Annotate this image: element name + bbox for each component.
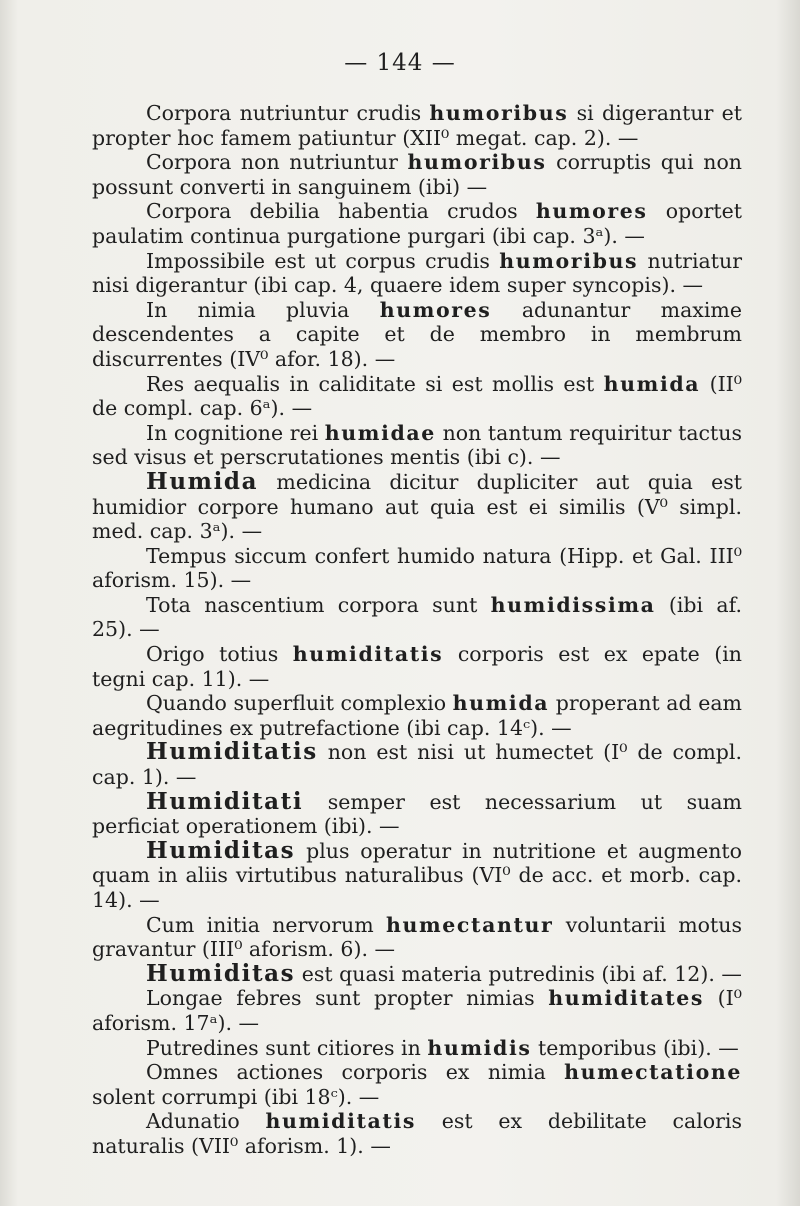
entry-text-after: (ibi af. 25). — [92, 592, 742, 642]
text-body [92, 101, 742, 1159]
entry-keyword: humoribus [407, 150, 547, 175]
entry-keyword: humores [379, 297, 492, 322]
entry-keyword: humidissima [490, 592, 656, 617]
text-entry [92, 593, 742, 642]
entry-keyword: Humiditati [146, 787, 304, 815]
entry-text-before: Cum initia nervorum [146, 912, 386, 937]
entry-text-after: nutriatur nisi digerantur (ibi cap. 4, quaere idem super syncopis). — [92, 248, 743, 298]
text-entry [92, 1036, 742, 1061]
entry-text-before: Origo totius [146, 642, 293, 667]
entry-keyword: humiditatis [265, 1109, 417, 1134]
text-entry [92, 740, 742, 789]
text-entry [92, 913, 742, 962]
entry-text-after: adunantur maxime descendentes a capite et de membro in membrum discurrentes (IV⁰ afor. 18). — [92, 297, 742, 371]
text-entry [92, 421, 742, 470]
entry-text-after: non tantum requiritur tactus sed visus et perscrutationes mentis (ibi c). — [92, 420, 742, 470]
entry-text-before: Corpora non nutriuntur [146, 150, 408, 175]
page-number: — 144 — [344, 50, 456, 76]
text-entry [92, 787, 742, 839]
entry-text-after: oportet paulatim continua purgatione purgari (ibi cap. 3ᵃ). — [92, 199, 743, 248]
entry-text-before: Tempus siccum confert humido natura (Hipp. et Gal. III⁰ aforism. 15). — [92, 543, 742, 593]
entry-text-after: corporis est ex epate (in tegni cap. 11). — [92, 642, 743, 691]
entry-keyword: humectatione [564, 1060, 742, 1085]
entry-text-after: non est nisi ut humectet (I⁰ de compl. cap. 1). — [92, 740, 742, 790]
entry-keyword: humoribus [499, 248, 639, 273]
entry-keyword: Humida [146, 467, 259, 495]
entry-text-before: Longae febres sunt propter nimias [146, 986, 549, 1011]
entry-text-after: plus operatur in nutritione et augmento quam in aliis virtutibus naturalibus (VI⁰ de acc. et morb. cap. 14). — [92, 838, 742, 912]
entry-keyword: humida [603, 371, 701, 396]
entry-text-after: si digerantur et propter hoc famem patiuntur (XII⁰ megat. cap. 2). — [92, 101, 742, 150]
entry-text-before: In nimia pluvia [146, 297, 380, 322]
text-entry [92, 1060, 742, 1109]
entry-keyword: Humiditas [146, 836, 296, 864]
text-entry [92, 986, 742, 1035]
text-entry [92, 101, 742, 150]
entry-text-after: corruptis qui non possunt converti in sanguinem (ibi) — [92, 150, 742, 199]
text-entry [92, 959, 742, 987]
entry-keyword: humores [535, 199, 648, 224]
entry-keyword: humoribus [429, 101, 569, 125]
entry-keyword: Humiditas [146, 959, 296, 987]
entry-text-before: Omnes actiones corporis ex nimia [146, 1060, 565, 1085]
text-entry [92, 544, 742, 593]
entry-text-before: Corpora nutriuntur crudis [146, 101, 430, 125]
text-entry [92, 691, 742, 740]
entry-text-after: est ex debilitate caloris naturalis (VII⁰ aforism. 1). — [92, 1109, 742, 1158]
entry-text-after: voluntarii motus gravantur (III⁰ aforism. 6). — [92, 912, 742, 962]
entry-text-before: Quando superfluit complexio [146, 691, 453, 716]
entry-keyword: humida [452, 691, 550, 716]
entry-text-before: Adunatio [146, 1109, 266, 1134]
text-entry [92, 150, 742, 199]
entry-text-after: est quasi materia putredinis (ibi af. 12). — [295, 961, 742, 986]
entry-keyword: humiditates [548, 986, 705, 1011]
entry-text-before: Impossibile est ut corpus crudis [146, 248, 500, 273]
entry-text-before: Corpora debilia habentia crudos [146, 199, 536, 224]
entry-keyword: humidae [324, 420, 436, 445]
text-entry [92, 199, 742, 248]
entry-text-before: In cognitione rei [146, 420, 325, 445]
text-entry [92, 249, 742, 298]
text-entry [92, 372, 742, 421]
entry-keyword: humiditatis [292, 642, 444, 667]
entry-text-before: Tota nascentium corpora sunt [146, 592, 491, 617]
text-entry [92, 298, 742, 372]
entry-text-after: solent corrumpi (ibi 18ᶜ). — [92, 1084, 380, 1109]
text-entry [92, 1109, 742, 1158]
entry-keyword: humidis [427, 1035, 532, 1060]
entry-text-after: medicina dicitur dupliciter aut quia est humidior corpore humano aut quia est ei similis (V⁰ simpl. med. cap. 3ᵃ). — [92, 469, 742, 544]
entry-text-after: temporibus (ibi). — [531, 1035, 739, 1060]
entry-text-after: properant ad eam aegritudines ex putrefactione (ibi cap. 14ᶜ). — [92, 691, 742, 740]
text-entry [92, 836, 742, 913]
text-entry [92, 642, 742, 691]
entry-text-after: (I⁰ aforism. 17ᵃ). — [92, 986, 742, 1035]
entry-text-before: Putredines sunt citiores in [146, 1035, 428, 1060]
entry-text-before: Res aequalis in caliditate si est mollis est [146, 371, 604, 396]
text-entry [92, 467, 742, 544]
entry-text-after: semper est necessarium ut suam perficiat operationem (ibi). — [92, 789, 742, 839]
entry-keyword: humectantur [385, 912, 554, 937]
entry-keyword: Humiditatis [146, 738, 318, 766]
entry-text-after: (II⁰ de compl. cap. 6ᵃ). — [92, 371, 742, 421]
